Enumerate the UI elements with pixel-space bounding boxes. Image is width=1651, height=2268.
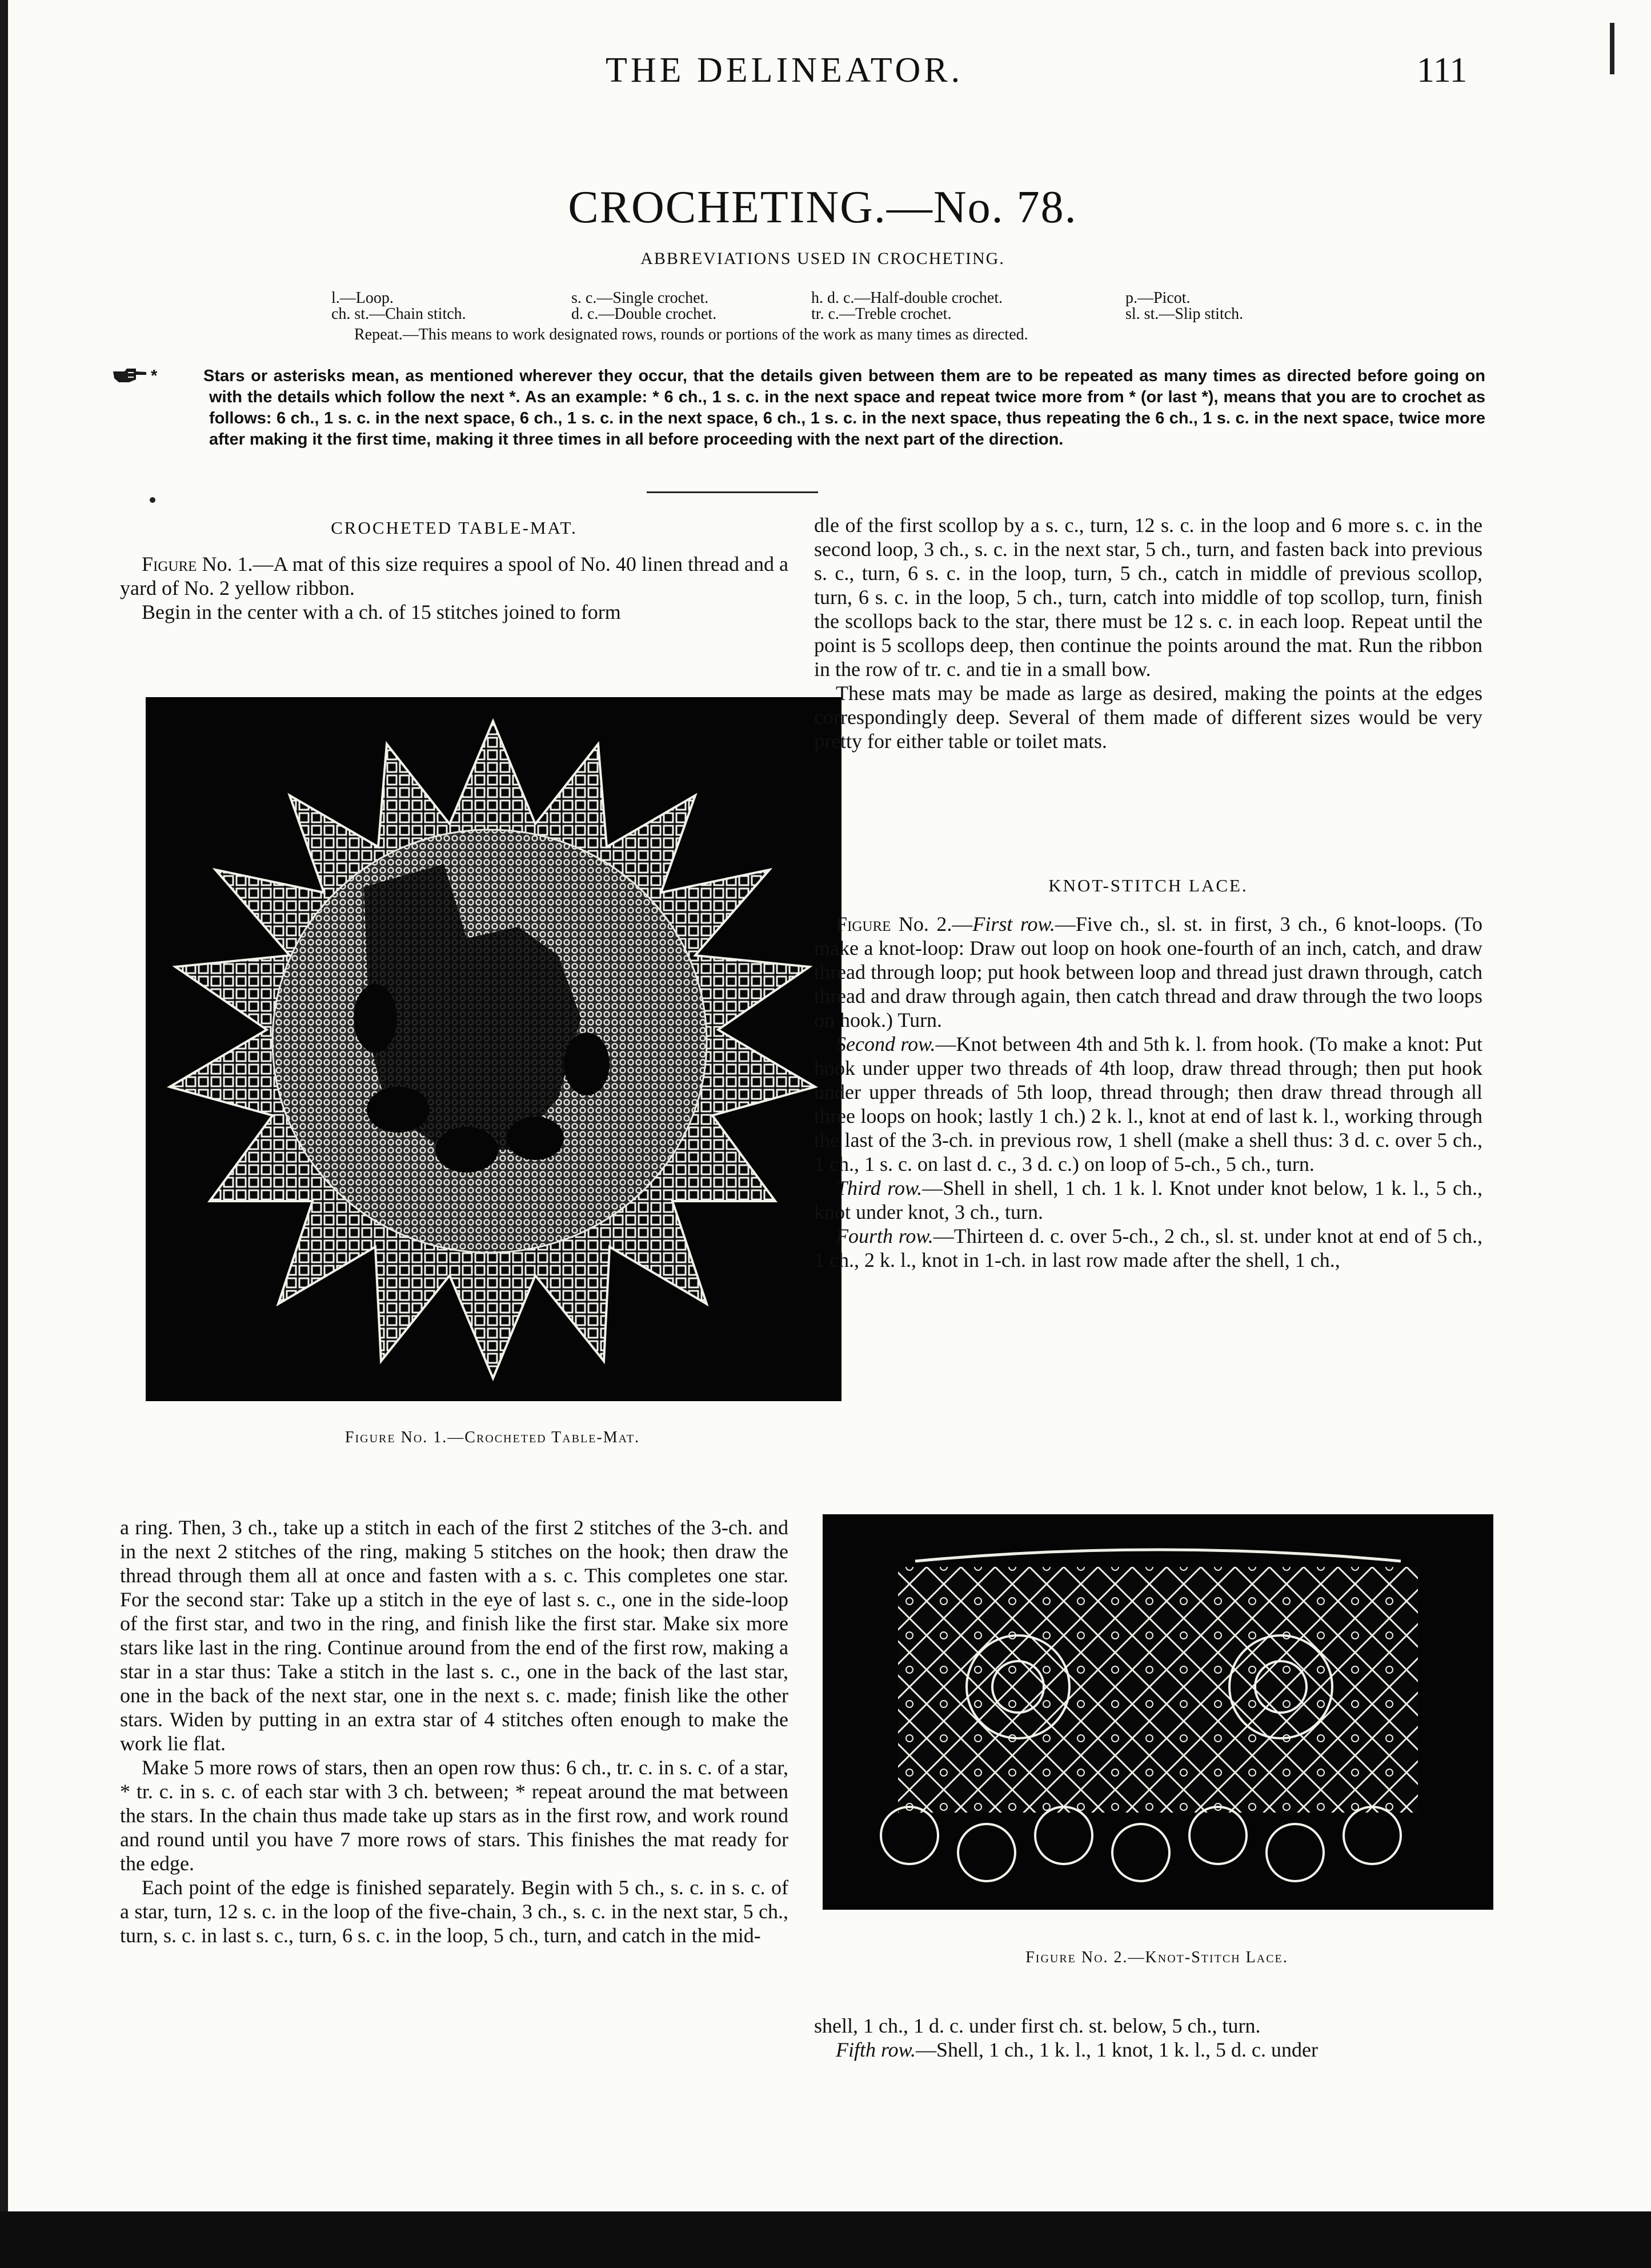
knot-stitch-lace-photo [823,1514,1493,1910]
lace-body [898,1567,1418,1813]
row-label: Third row. [836,1177,923,1199]
knot-stitch-instructions [814,912,1482,1272]
bullet-mark [150,497,155,503]
lace-top-edge [915,1550,1401,1561]
table-mat-heading: CROCHETED TABLE-MAT. [331,518,578,538]
mat-opening [354,984,397,1053]
table-mat-continued [814,513,1482,753]
abbreviations-heading: ABBREVIATIONS USED IN CROCHETING. [640,249,1005,268]
asterisk-note-text: Stars or asterisks mean, as mentioned wherever they occur, that the details given between them are to be repeated as many times as directed before going on with the details which follow the next *. As an example: * 6 ch., 1 s. c. in the next space and repeat twice more from * (or last *), means that you are to crochet as follows: 6 ch., 1 s. c. in the next space, 6 ch., 1 s. c. in the next space, 6 ch., 1 s. c. in the next space, thus repeating the 6 ch., 1 s. c. in the next space, twice more after making it the first time, making it three times in all before proceeding with the next part of the direction. [203,367,1485,449]
abbreviation-entry: h. d. c.—Half-double crochet. [811,289,1003,307]
abbreviation-entry: d. c.—Double crochet. [571,305,717,323]
figure-number: No. 2.— [898,913,973,935]
figure-1-caption: Figure No. 1.—Crocheted Table-Mat. [344,1429,640,1446]
crocheted-mat-illustration [147,698,840,1400]
row-instructions: —Knot between 4th and 5th k. l. from hook. (To make a knot: Put hook under upper two threads of 4th loop, draw thread through; then put hook under upper threads of 5th loop, thread through; then draw thread through all three loops on hook; lastly 1 ch.) 2 k. l., knot at end of last k. l., working through the last of the 3-ch. in previous row, 1 shell (make a shell thus: 3 d. c. over 5 ch., 1 ch., 1 s. c. on last d. c., 3 d. c.) on loop of 5-ch., 5 ch., turn. [814,1033,1482,1175]
row-label: Fourth row. [836,1225,933,1247]
table-mat-intro [120,552,788,624]
knot-stitch-continued [814,2014,1482,2062]
mat-opening [507,1117,564,1160]
table-mat-paragraph: No. 1.—A mat of this size requires a spool of No. 40 linen thread and a yard of No. 2 yellow ribbon. [120,553,789,599]
running-title: THE DELINEATOR. [606,51,964,90]
row-instructions: shell, 1 ch., 1 d. c. under first ch. st. below, 5 ch., turn. [814,2014,1261,2037]
row-instructions: —Thirteen d. c. over 5-ch., 2 ch., sl. st. under knot at end of 5 ch., 1 ch., 2 k. l., knot in 1-ch. in last row made after the shell, 1 ch., [814,1225,1482,1271]
table-mat-instructions [120,1515,788,1947]
abbreviation-entry: p.—Picot. [1125,289,1191,307]
abbreviation-entry: l.—Loop. [331,289,394,307]
abbreviation-entry: sl. st.—Slip stitch. [1125,305,1244,323]
lace-scallops [881,1807,1401,1881]
divider-rule [647,491,818,493]
mat-opening [367,1087,430,1133]
row-instructions: —Five ch., sl. st. in first, 3 ch., 6 knot-loops. (To make a knot-loop: Draw out loop on hook one-fourth of an inch, catch, and draw thread through loop; put hook between loop and thread just drawn through, catch thread and draw through again, then catch thread and draw through the two loops on hook.) Turn. [814,913,1483,1031]
figure-label: Figure [836,913,891,935]
page-edge-mark [1610,23,1614,74]
asterisk-note [114,366,1485,450]
lace-illustration [824,1515,1492,1909]
left-binding-edge [0,0,8,2268]
table-mat-paragraph: Each point of the edge is finished separately. Begin with 5 ch., s. c. in s. c. of a star, turn, 12 s. c. in the loop of the five-chain, 3 ch., s. c. in the next star, 5 ch., turn, s. c. in last s. c., turn, 6 s. c. in the loop, 5 ch., turn, and catch in the mid- [120,1876,788,1947]
abbreviation-entry: s. c.—Single crochet. [571,289,709,307]
mat-opening [435,1127,498,1173]
table-mat-photo [146,697,841,1401]
row-label: Fifth row. [836,2038,916,2061]
scan-bottom-edge [0,2211,1651,2268]
asterisk-symbol: * [151,367,158,385]
figure-2-caption: Figure No. 2.—Knot-Stitch Lace. [1025,1949,1288,1966]
page-number: 111 [1417,51,1468,90]
table-mat-paragraph: Make 5 more rows of stars, then an open row thus: 6 ch., tr. c. in s. c. of a star, * tr. c. in s. c. of each star with 3 ch. between; * repeat around the mat between the stars. In the chain thus made take up stars as in the first row, and work round and round until you have 7 more rows of stars. This finishes the mat ready for the edge. [120,1756,788,1875]
table-mat-paragraph: dle of the first scollop by a s. c., turn, 12 s. c. in the loop and 6 more s. c. in the second loop, 3 ch., s. c. in the next star, 5 ch., turn, and fasten back into previous s. c., turn, 6 s. c. in the loop, turn, 5 ch., catch in middle of previous scollop, turn, 6 s. c. in the loop, 5 ch., turn, catch into middle of top scollop, turn, finish the scollops back to the star, there must be 12 s. c. in each loop. Repeat until the point is 5 scollops deep, then continue the points around the mat. Run the ribbon in the row of tr. c. and tie in a small bow. [814,514,1482,681]
page-title: CROCHETING.—No. 78. [568,182,1077,233]
knot-stitch-heading: KNOT-STITCH LACE. [1048,875,1248,895]
mat-opening [564,1033,610,1095]
abbreviation-entry: ch. st.—Chain stitch. [331,305,466,323]
row-label: Second row. [836,1033,936,1055]
row-instructions: —Shell in shell, 1 ch. 1 k. l. Knot under knot below, 1 k. l., 5 ch., knot under knot, 3 ch., turn. [814,1177,1482,1223]
abbreviation-repeat-note: Repeat.—This means to work designated rows, rounds or portions of the work as many times as directed. [354,326,1028,343]
row-label: First row. [972,913,1055,935]
row-instructions: —Shell, 1 ch., 1 k. l., 1 knot, 1 k. l., 5 d. c. under [916,2038,1318,2061]
abbreviation-entry: tr. c.—Treble crochet. [811,305,952,323]
table-mat-paragraph: Begin in the center with a ch. of 15 stitches joined to form [142,601,621,623]
table-mat-paragraph: These mats may be made as large as desired, making the points at the edges correspondingly deep. Several of them made of different sizes would be very pretty for either table or toilet mats. [814,682,1482,753]
pointing-hand-icon [112,367,149,384]
table-mat-paragraph: a ring. Then, 3 ch., take up a stitch in each of the first 2 stitches of the 3-ch. and in the next 2 stitches of the ring, making 5 stitches on the hook; then draw the thread through them all at once and fasten with a s. c. This completes one star. For the second star: Take up a stitch in the eye of last s. c., one in the side-loop of the first star, and two in the ring, and finish like the first star. Make six more stars like last in the ring. Continue around from the end of the first row, making a star in a star thus: Take a stitch in the last s. c., one in the back of the last star, one in the back of the next star, one in the next s. c. made; finish like the other stars. Widen by putting in an extra star of 4 stitches often enough to make the work lie flat. [120,1516,788,1755]
figure-label: Figure [142,553,197,575]
